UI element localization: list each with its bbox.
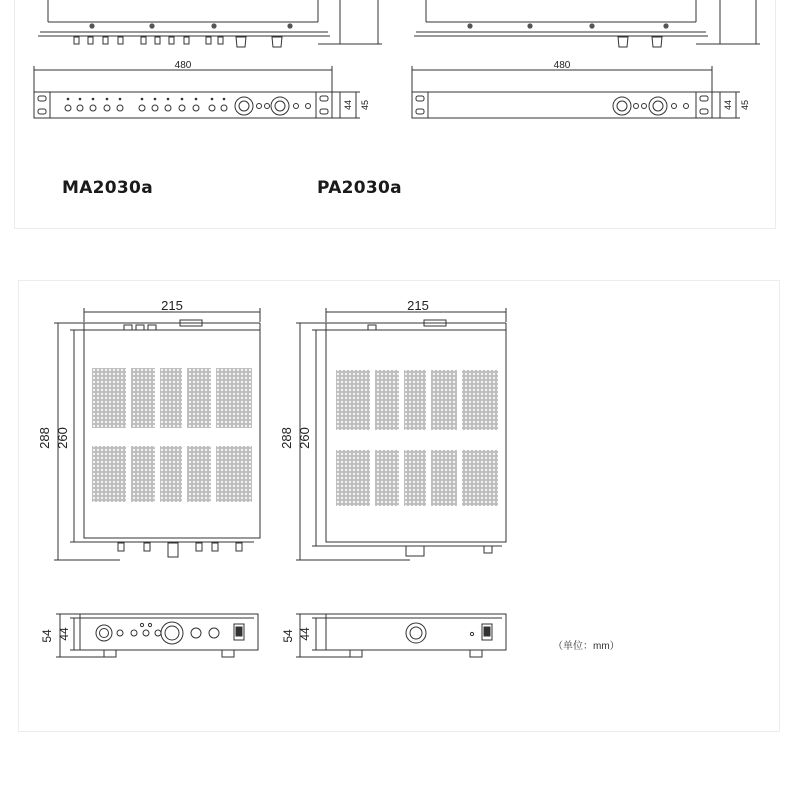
ma-height-45: 45 xyxy=(360,99,370,111)
model-label-ma2030a: MA2030a xyxy=(62,178,153,198)
ma-height-44: 44 xyxy=(343,99,353,111)
pa-height-45: 45 xyxy=(740,99,750,111)
ma-depth-260: 260 xyxy=(55,427,70,449)
pa-depth-260: 260 xyxy=(297,427,312,449)
pa-depth-288: 288 xyxy=(279,427,294,449)
pa-height-44: 44 xyxy=(723,99,733,111)
pa-desktop-top-view xyxy=(326,320,506,556)
ma-depth-288: 288 xyxy=(37,427,52,449)
pa-height-44-desk: 44 xyxy=(298,627,312,641)
unit-note: （单位：mm） xyxy=(553,641,620,652)
ma-width-215: 215 xyxy=(161,298,183,313)
ma-height-44-desk: 44 xyxy=(57,627,71,641)
ma-height-54: 54 xyxy=(40,629,54,643)
ma-width-label: 480 xyxy=(174,60,192,71)
ma-desktop-front-knobs xyxy=(118,543,242,557)
ma-desktop-top-view xyxy=(84,320,260,542)
pa-height-54: 54 xyxy=(281,629,295,643)
pa-width-215: 215 xyxy=(407,298,429,313)
pa-width-label: 480 xyxy=(553,60,571,71)
model-label-pa2030a: PA2030a xyxy=(317,178,402,198)
